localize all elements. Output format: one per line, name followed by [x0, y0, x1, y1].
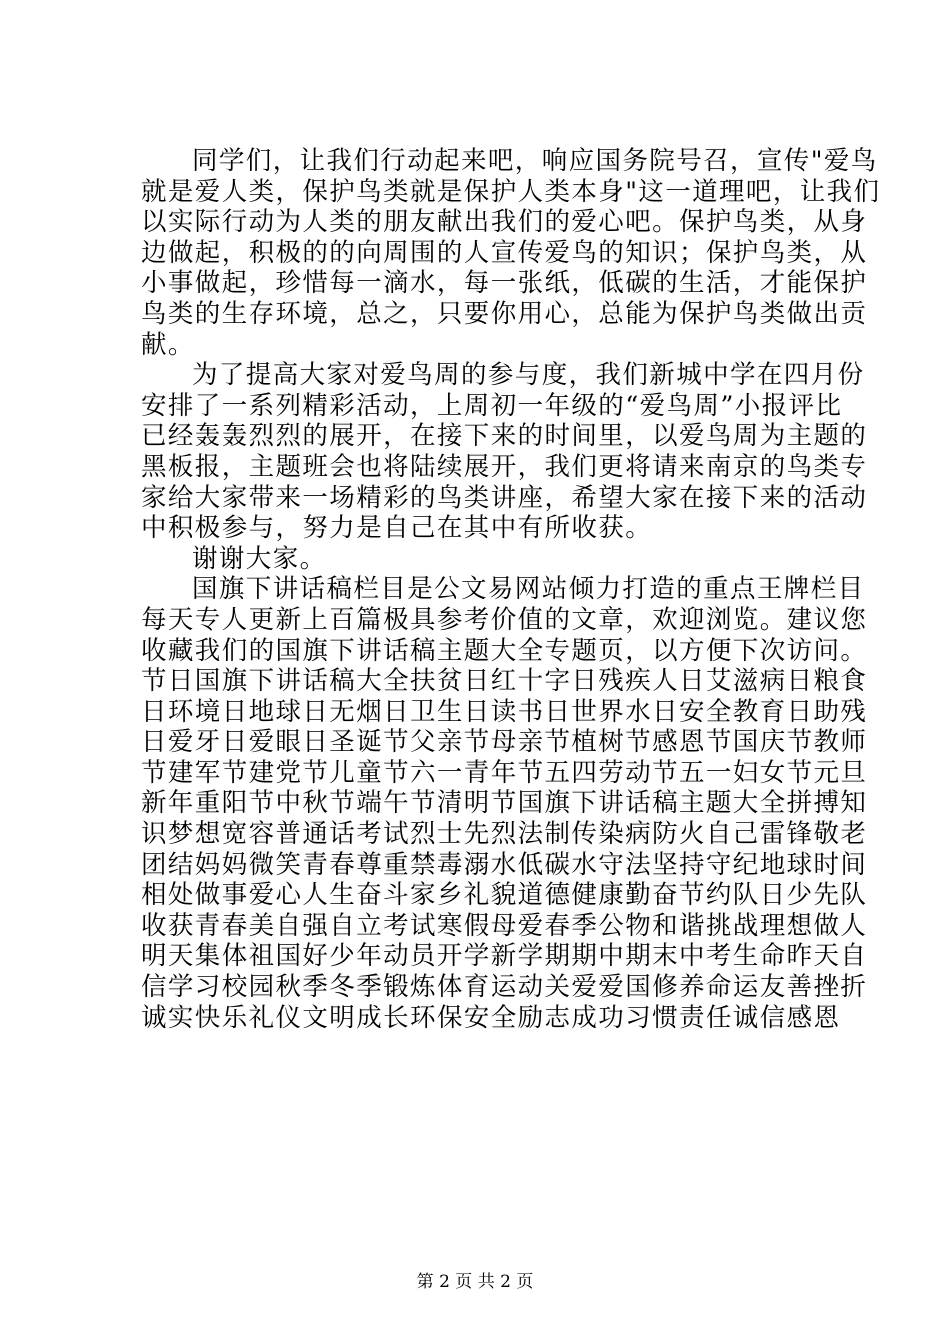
text-line: 诚实快乐礼仪文明成长环保安全励志成功习惯责任诚信感恩	[141, 1002, 841, 1033]
text-line: 明天集体祖国好少年动员开学新学期期中期末中考生命昨天自	[141, 941, 868, 972]
text-line: 谢谢大家。	[192, 543, 327, 574]
text-line: 黑板报，主题班会也将陆续展开，我们更将请来南京的鸟类专	[141, 451, 868, 482]
text-line: 为了提高大家对爱鸟周的参与度，我们新城中学在四月份	[192, 360, 865, 391]
text-line: 边做起，积极的的向周围的人宣传爱鸟的知识；保护鸟类，从	[141, 237, 868, 268]
text-line: 以实际行动为人类的朋友献出我们的爱心吧。保护鸟类，从身	[141, 207, 868, 238]
text-line: 节建军节建党节儿童节六一青年节五四劳动节五一妇女节元旦	[141, 757, 868, 788]
text-line: 国旗下讲话稿栏目是公文易网站倾力打造的重点王牌栏目	[192, 574, 865, 605]
text-line: 就是爱人类，保护鸟类就是保护人类本身"这一道理吧，让我们	[141, 176, 881, 207]
text-line: 团结妈妈微笑青春尊重禁毒溺水低碳水守法坚持守纪地球时间	[141, 849, 868, 880]
text-line: 鸟类的生存环境，总之，只要你用心，总能为保护鸟类做出贡	[141, 298, 868, 329]
text-line: 节日国旗下讲话稿大全扶贫日红十字日残疾人日艾滋病日粮食	[141, 666, 868, 697]
text-line: 小事做起，珍惜每一滴水，每一张纸，低碳的生活，才能保护	[141, 268, 868, 299]
text-line: 安排了一系列精彩活动，上周初一年级的“爱鸟周”小报评比	[141, 390, 843, 421]
text-line: 每天专人更新上百篇极具参考价值的文章，欢迎浏览。建议您	[141, 604, 868, 635]
text-line: 同学们，让我们行动起来吧，响应国务院号召，宣传"爱鸟	[192, 146, 878, 176]
text-line: 家给大家带来一场精彩的鸟类讲座，希望大家在接下来的活动	[141, 482, 868, 513]
text-line: 日环境日地球日无烟日卫生日读书日世界水日安全教育日助残	[141, 696, 868, 727]
page-footer	[0, 1271, 950, 1293]
page-number-label: 第 2 页 共 2 页	[416, 1272, 534, 1292]
text-line: 相处做事爱心人生奋斗家乡礼貌道德健康勤奋节约队日少先队	[141, 880, 868, 911]
text-line: 中积极参与，努力是自己在其中有所收获。	[141, 513, 653, 544]
text-line: 日爱牙日爱眼日圣诞节父亲节母亲节植树节感恩节国庆节教师	[141, 727, 868, 758]
text-line: 收藏我们的国旗下讲话稿主题大全专题页，以方便下次访问。	[141, 635, 868, 666]
text-line: 信学习校园秋季冬季锻炼体育运动关爱爱国修养命运友善挫折	[141, 972, 868, 1003]
text-line: 已经轰轰烈烈的展开，在接下来的时间里，以爱鸟周为主题的	[141, 421, 868, 452]
text-line: 新年重阳节中秋节端午节清明节国旗下讲话稿主题大全拼搏知	[141, 788, 868, 819]
text-line: 识梦想宽容普通话考试烈士先烈法制传染病防火自己雷锋敬老	[141, 819, 868, 850]
text-line: 收获青春美自强自立考试寒假母爱春季公物和谐挑战理想做人	[141, 910, 868, 941]
text-line: 献。	[141, 329, 195, 360]
document-body	[141, 146, 881, 1033]
